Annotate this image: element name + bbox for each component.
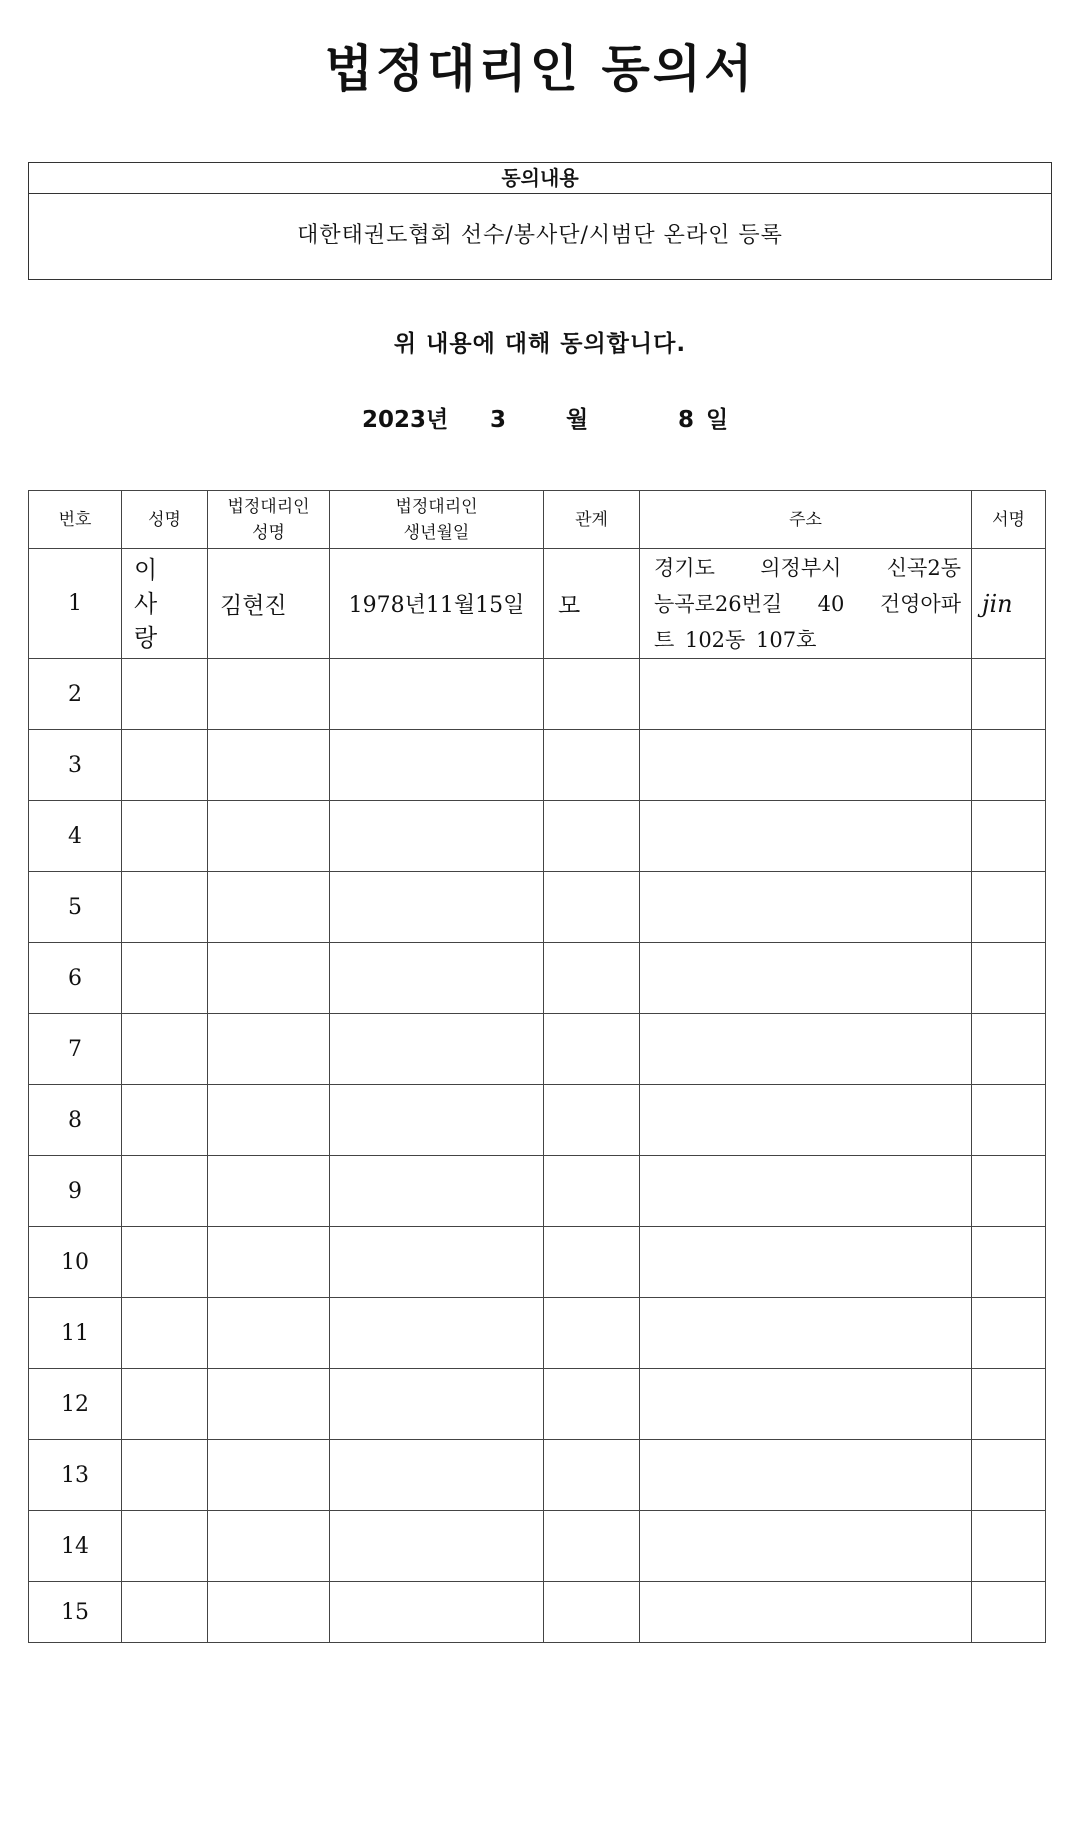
row-no: 1 (29, 549, 122, 659)
student-name (122, 1511, 208, 1582)
student-name (122, 549, 208, 659)
signature (972, 1369, 1046, 1440)
rep-birth: 1978년11월15일 (330, 549, 544, 659)
rep-name (208, 1369, 330, 1440)
signature (972, 1156, 1046, 1227)
signature (972, 659, 1046, 730)
student-name (122, 943, 208, 1014)
header-signature: 서명 (972, 491, 1046, 549)
address (640, 659, 972, 730)
header-rep-birth-line2: 생년월일 (403, 522, 470, 543)
agreement-statement: 위 내용에 대해 동의합니다. (393, 331, 687, 357)
rep-name (208, 1014, 330, 1085)
rep-birth (330, 1369, 544, 1440)
rep-birth (330, 801, 544, 872)
rep-name (208, 1298, 330, 1369)
table-row (29, 1582, 1046, 1643)
rep-birth (330, 872, 544, 943)
address-line3: 트 102동 107호 (654, 627, 817, 652)
table-row (29, 872, 1046, 943)
signature (972, 1227, 1046, 1298)
row-no: 5 (29, 872, 122, 943)
student-name-line2: 랑 (134, 623, 166, 652)
table-row (29, 943, 1046, 1014)
rep-name (208, 1511, 330, 1582)
student-name (122, 1227, 208, 1298)
address (640, 1582, 972, 1643)
rep-birth (330, 1156, 544, 1227)
document-title: 법정대리인 동의서 (324, 40, 756, 98)
row-no: 8 (29, 1085, 122, 1156)
table-row (29, 1085, 1046, 1156)
row-no: 3 (29, 730, 122, 801)
date-day-label: 일 (706, 407, 729, 433)
address (640, 1369, 972, 1440)
relation (544, 1298, 640, 1369)
date-year: 2023년 (362, 407, 449, 433)
table-row (29, 801, 1046, 872)
rep-birth (330, 659, 544, 730)
student-name (122, 872, 208, 943)
consent-header: 동의내용 (29, 163, 1051, 194)
rep-name (208, 1440, 330, 1511)
rep-name (208, 1227, 330, 1298)
address (640, 801, 972, 872)
relation (544, 1369, 640, 1440)
row-no: 11 (29, 1298, 122, 1369)
table-header-row (29, 491, 1046, 549)
date-day-value: 8 (678, 407, 695, 433)
address (640, 872, 972, 943)
row-no: 7 (29, 1014, 122, 1085)
student-name (122, 659, 208, 730)
address (640, 730, 972, 801)
header-rep-name (208, 491, 330, 549)
guardian-table (28, 490, 1046, 1643)
row-no: 15 (29, 1582, 122, 1643)
header-rep-birth (330, 491, 544, 549)
student-name-line1: 이 사 (134, 555, 166, 618)
signature (972, 730, 1046, 801)
rep-birth (330, 943, 544, 1014)
signature (972, 1298, 1046, 1369)
table-row (29, 730, 1046, 801)
table-row (29, 1014, 1046, 1085)
rep-birth (330, 1440, 544, 1511)
rep-birth (330, 1582, 544, 1643)
rep-birth (330, 1511, 544, 1582)
rep-name (208, 1582, 330, 1643)
student-name (122, 1085, 208, 1156)
address-line1: 경기도 의정부시 신곡2동 (654, 555, 961, 580)
signature (972, 943, 1046, 1014)
address (640, 943, 972, 1014)
header-rep-name-line1: 법정대리인 (227, 496, 310, 517)
address (640, 549, 972, 659)
rep-birth (330, 1085, 544, 1156)
header-rep-name-line2: 성명 (252, 522, 285, 543)
row-no: 13 (29, 1440, 122, 1511)
rep-name (208, 659, 330, 730)
relation (544, 943, 640, 1014)
consent-content: 대한태권도협회 선수/봉사단/시범단 온라인 등록 (297, 223, 783, 248)
table-row (29, 1227, 1046, 1298)
table-row (29, 1369, 1046, 1440)
student-name (122, 1582, 208, 1643)
relation (544, 1227, 640, 1298)
table-row (29, 1156, 1046, 1227)
signature (972, 872, 1046, 943)
rep-name (208, 801, 330, 872)
address (640, 1227, 972, 1298)
relation (544, 1582, 640, 1643)
student-name (122, 801, 208, 872)
row-no: 9 (29, 1156, 122, 1227)
address (640, 1511, 972, 1582)
address (640, 1085, 972, 1156)
header-relation: 관계 (544, 491, 640, 549)
table-row (29, 1440, 1046, 1511)
rep-name (208, 1156, 330, 1227)
header-name: 성명 (122, 491, 208, 549)
rep-birth (330, 1298, 544, 1369)
date-month-value: 3 (490, 407, 507, 433)
student-name (122, 1369, 208, 1440)
address-line2: 능곡로26번길 40 건영아파 (654, 591, 961, 616)
relation (544, 1085, 640, 1156)
relation: 모 (544, 549, 640, 659)
signature (972, 1440, 1046, 1511)
rep-name (208, 872, 330, 943)
relation (544, 1014, 640, 1085)
signature (972, 1014, 1046, 1085)
header-rep-birth-line1: 법정대리인 (395, 496, 478, 517)
row-no: 12 (29, 1369, 122, 1440)
signature: jin (972, 549, 1046, 659)
rep-name (208, 943, 330, 1014)
signature (972, 801, 1046, 872)
row-no: 2 (29, 659, 122, 730)
relation (544, 801, 640, 872)
signature (972, 1582, 1046, 1643)
relation (544, 1511, 640, 1582)
table-row (29, 1511, 1046, 1582)
rep-birth (330, 1014, 544, 1085)
rep-name (208, 730, 330, 801)
consent-box (28, 162, 1052, 280)
relation (544, 1156, 640, 1227)
rep-birth (330, 730, 544, 801)
student-name (122, 730, 208, 801)
rep-name (208, 1085, 330, 1156)
table-row (29, 1298, 1046, 1369)
signature (972, 1511, 1046, 1582)
rep-name: 김현진 (208, 549, 330, 659)
address (640, 1156, 972, 1227)
student-name (122, 1298, 208, 1369)
header-address: 주소 (640, 491, 972, 549)
header-no: 번호 (29, 491, 122, 549)
row-no: 4 (29, 801, 122, 872)
relation (544, 659, 640, 730)
row-no: 6 (29, 943, 122, 1014)
address (640, 1298, 972, 1369)
table-row (29, 659, 1046, 730)
row-no: 14 (29, 1511, 122, 1582)
date-month-label: 월 (566, 407, 589, 433)
relation (544, 872, 640, 943)
rep-birth (330, 1227, 544, 1298)
signature (972, 1085, 1046, 1156)
relation (544, 1440, 640, 1511)
student-name (122, 1014, 208, 1085)
relation (544, 730, 640, 801)
address (640, 1014, 972, 1085)
student-name (122, 1156, 208, 1227)
table-row (29, 549, 1046, 659)
row-no: 10 (29, 1227, 122, 1298)
student-name (122, 1440, 208, 1511)
address (640, 1440, 972, 1511)
